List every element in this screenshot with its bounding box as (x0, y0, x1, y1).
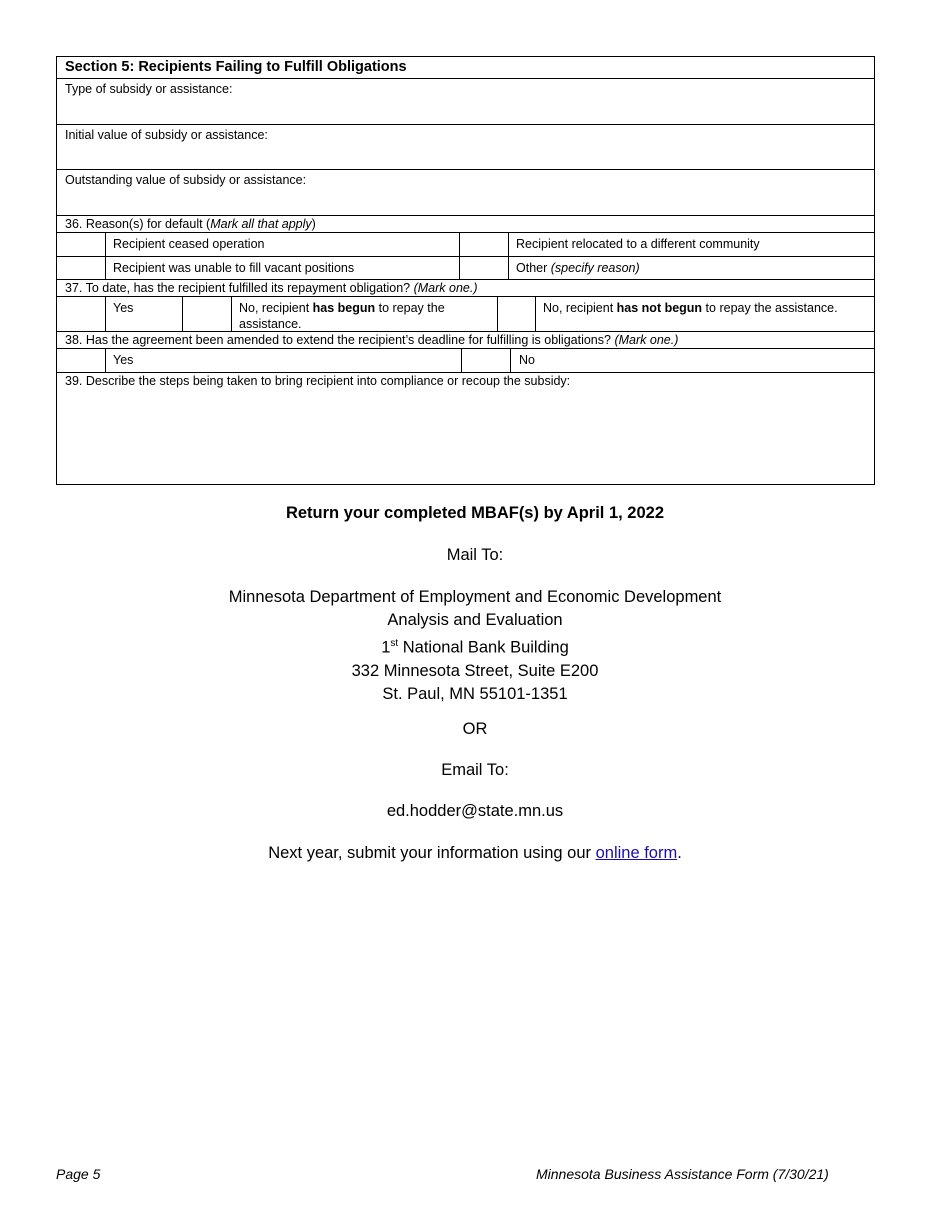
mailing-address (0, 586, 950, 706)
outstanding-value-field-row[interactable] (57, 170, 874, 216)
initial-value-label: Initial value of subsidy or assistance: (65, 128, 268, 142)
q38-checkbox-no[interactable] (461, 349, 510, 372)
q36-option-ceased: Recipient ceased operation (113, 237, 265, 251)
address-building: 1st National Bank Building (381, 638, 569, 657)
q37-label-row (57, 280, 874, 297)
email-to-label: Email To: (441, 761, 509, 779)
q37-option-has-begun: No, recipient has begun to repay the assistance. (239, 301, 445, 331)
q38-label-row (57, 332, 874, 349)
q36-option-other: Other (specify reason) (516, 261, 640, 275)
form-name: Minnesota Business Assistance Form (7/30/21) (536, 1166, 829, 1182)
q36-options-row-2 (57, 257, 874, 280)
q38-label: 38. Has the agreement been amended to extend the recipient’s deadline for fulfilling is obligations? (Mark one.) (65, 333, 679, 347)
q38-option-yes: Yes (113, 353, 134, 367)
section-title-row (57, 57, 874, 79)
q38-options-row (57, 349, 874, 373)
q36-checkbox-vacant[interactable] (57, 257, 105, 279)
section-5-form (56, 56, 875, 485)
q36-checkbox-other[interactable] (459, 257, 508, 279)
outstanding-value-label: Outstanding value of subsidy or assistance: (65, 173, 307, 187)
q38-checkbox-yes[interactable] (57, 349, 105, 372)
q36-checkbox-ceased[interactable] (57, 233, 105, 256)
address-city: St. Paul, MN 55101-1351 (382, 684, 568, 703)
q37-options-row (57, 297, 874, 332)
address-division: Analysis and Evaluation (387, 611, 563, 629)
page-number: Page 5 (56, 1166, 101, 1182)
q36-option-relocated: Recipient relocated to a different community (516, 237, 760, 251)
email-address: ed.hodder@state.mn.us (386, 802, 564, 820)
q36-option-vacant: Recipient was unable to fill vacant positions (113, 261, 355, 275)
or-separator: OR (462, 720, 488, 738)
next-year-note: Next year, submit your information using our online form. (268, 844, 682, 862)
return-deadline-heading: Return your completed MBAF(s) by April 1, 2022 (285, 504, 665, 522)
q37-checkbox-has-begun[interactable] (182, 297, 231, 331)
q36-checkbox-relocated[interactable] (459, 233, 508, 256)
q36-label: 36. Reason(s) for default (Mark all that apply) (65, 217, 316, 231)
q36-label-row (57, 216, 874, 233)
online-form-link[interactable]: online form (595, 844, 678, 862)
q37-checkbox-has-not-begun[interactable] (497, 297, 535, 331)
q39-label: 39. Describe the steps being taken to bring recipient into compliance or recoup the subsidy: (65, 374, 571, 388)
q36-options-row-1 (57, 233, 874, 257)
q38-option-no: No (519, 353, 535, 367)
address-org: Minnesota Department of Employment and Economic Development (228, 588, 722, 606)
type-field-row[interactable] (57, 79, 874, 125)
q37-checkbox-yes[interactable] (57, 297, 105, 331)
section-title: Section 5: Recipients Failing to Fulfill Obligations (65, 59, 407, 75)
initial-value-field-row[interactable] (57, 125, 874, 170)
address-street: 332 Minnesota Street, Suite E200 (351, 661, 599, 680)
q37-label: 37. To date, has the recipient fulfilled its repayment obligation? (Mark one.) (65, 281, 478, 295)
q39-field-row[interactable] (57, 373, 874, 484)
q37-option-yes: Yes (113, 301, 134, 315)
mail-to-label: Mail To: (446, 546, 504, 564)
type-label: Type of subsidy or assistance: (65, 82, 233, 96)
q37-option-has-not-begun: No, recipient has not begun to repay the assistance. (543, 301, 838, 315)
